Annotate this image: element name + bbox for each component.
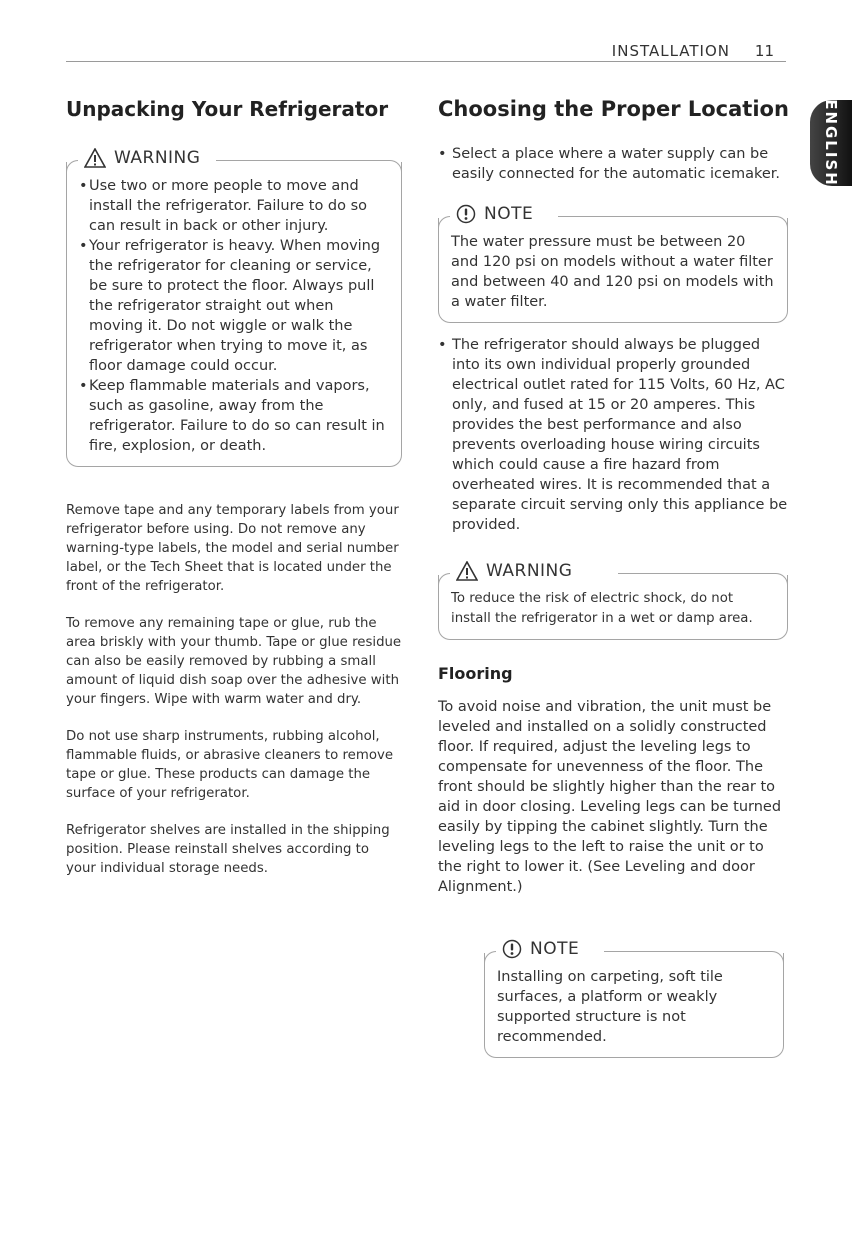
note-label: NOTE bbox=[484, 204, 534, 224]
note-icon bbox=[502, 939, 522, 959]
flooring-section bbox=[438, 664, 788, 897]
pressure-note-box bbox=[438, 204, 788, 323]
paragraph: To remove any remaining tape or glue, rub the area briskly with your thumb. Tape or glue residue can also be easily removed by rubbing a small amount of liquid dish soap over the adhesive with your fingers. Wipe with warm water and dry. bbox=[66, 616, 402, 707]
page-number: 11 bbox=[754, 42, 774, 60]
unpacking-body bbox=[66, 501, 402, 878]
warning-item: • Keep flammable materials and vapors, such as gasoline, away from the refrigerator. Failure to do so can result in fire, explosion, or death. bbox=[79, 376, 389, 456]
shock-warning-box bbox=[438, 561, 788, 640]
location-title: Choosing the Proper Location bbox=[438, 97, 789, 121]
location-bullets-2 bbox=[438, 335, 788, 535]
page-header bbox=[66, 40, 786, 62]
warning-item: • Your refrigerator is heavy. When moving the refrigerator for cleaning or service, be sure to protect the floor. Always pull the refrigerator straight out when moving it. Do not wiggle or walk the refrigerator when trying to move it, as floor damage could occur. bbox=[79, 236, 389, 376]
flooring-note-box bbox=[484, 939, 784, 1058]
paragraph: Do not use sharp instruments, rubbing alcohol, flammable fluids, or abrasive cleaners to remove tape or glue. These products can damage the surface of your refrigerator. bbox=[66, 729, 394, 801]
warning-text: To reduce the risk of electric shock, do not install the refrigerator in a wet or damp area. bbox=[451, 591, 753, 626]
language-label: ENGLISH bbox=[822, 99, 840, 187]
unpacking-title: Unpacking Your Refrigerator bbox=[66, 97, 389, 121]
warning-item: • Use two or more people to move and install the refrigerator. Failure to do so can result in back or other injury. bbox=[79, 176, 389, 236]
flooring-title: Flooring bbox=[438, 664, 513, 683]
flooring-text: To avoid noise and vibration, the unit must be leveled and installed on a solidly constructed floor. If required, adjust the leveling legs to compensate for unevenness of the floor. The front should be slightly higher than the rear to aid in door closing. Leveling legs can be turned easily by tipping the cabinet slightly. Turn the leveling legs to the left to raise the unit or to the right to lower it. (See Leveling and door Alignment.) bbox=[438, 699, 782, 895]
note-text: Installing on carpeting, soft tile surfaces, a platform or weakly supported structure is not recommended. bbox=[497, 969, 723, 1045]
language-tab bbox=[810, 100, 852, 186]
note-icon bbox=[456, 204, 476, 224]
unpacking-warning-box bbox=[66, 148, 402, 467]
warning-triangle-icon bbox=[84, 148, 106, 168]
warning-triangle-icon bbox=[456, 561, 478, 581]
section-title: INSTALLATION bbox=[611, 42, 730, 60]
note-text: The water pressure must be between 20 and 120 psi on models without a water filter and between 40 and 120 psi on models with a water filter. bbox=[451, 234, 774, 310]
left-column bbox=[66, 96, 402, 896]
note-label: NOTE bbox=[530, 939, 580, 959]
paragraph: Remove tape and any temporary labels from your refrigerator before using. Do not remove any warning-type labels, the model and serial number label, or the Tech Sheet that is located under the front of the refrigerator. bbox=[66, 503, 399, 594]
warning-label: WARNING bbox=[114, 148, 201, 168]
right-column bbox=[438, 96, 788, 1058]
location-bullet: • Select a place where a water supply can be easily connected for the automatic icemaker. bbox=[438, 144, 788, 184]
location-bullets bbox=[438, 144, 788, 184]
location-bullet: • The refrigerator should always be plugged into its own individual properly grounded electrical outlet rated for 115 Volts, 60 Hz, AC only, and fused at 15 or 20 amperes. This provides the best performance and also prevents overloading house wiring circuits which could cause a fire hazard from overheated wires. It is recommended that a separate circuit serving only this appliance be provided. bbox=[438, 335, 788, 535]
warning-label: WARNING bbox=[486, 561, 573, 581]
paragraph: Refrigerator shelves are installed in the shipping position. Please reinstall shelves according to your individual storage needs. bbox=[66, 823, 390, 876]
